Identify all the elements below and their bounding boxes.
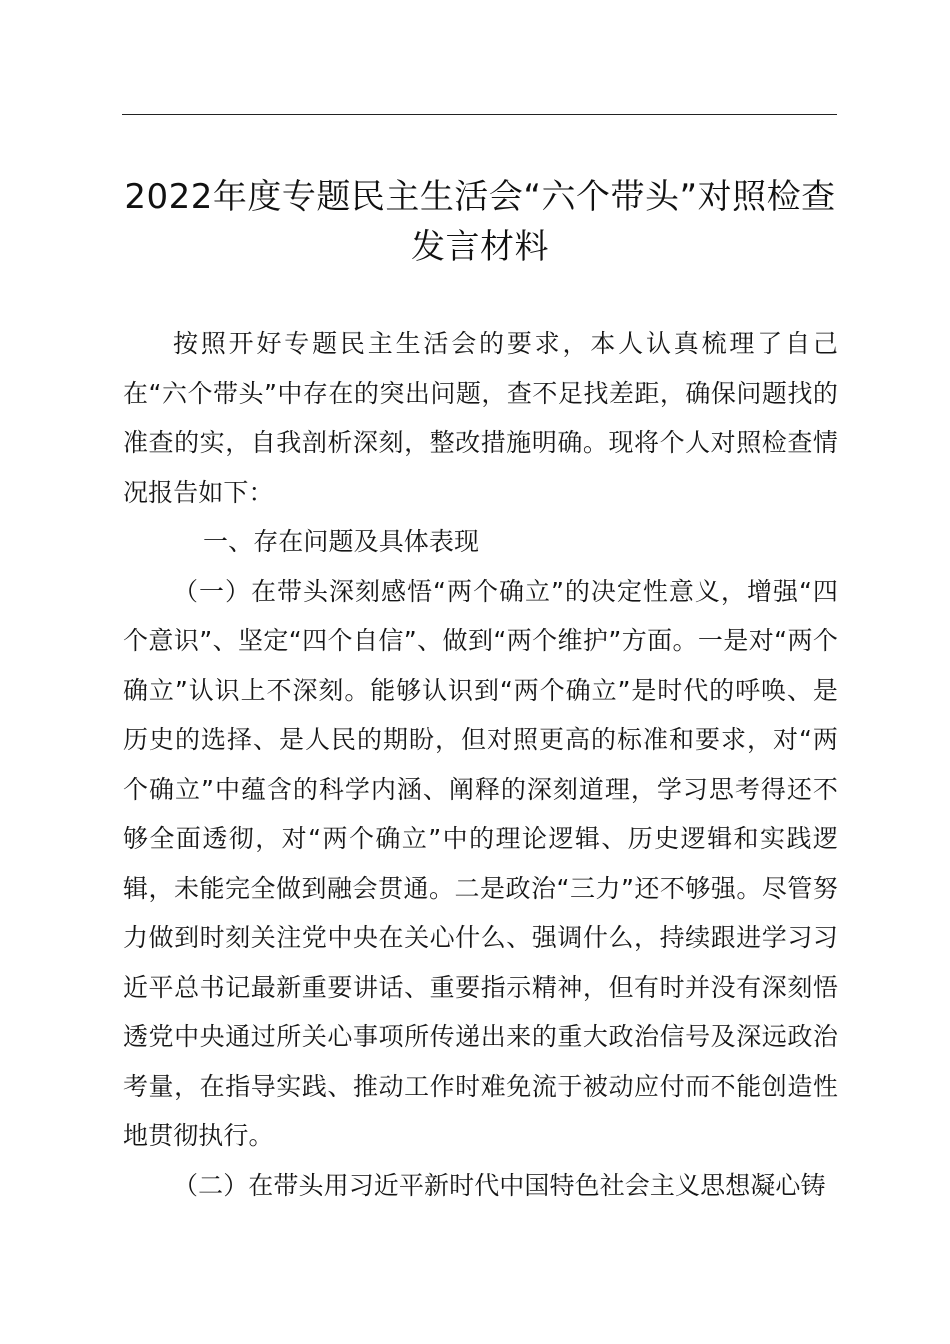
document-body: [123, 319, 838, 1210]
subsection-paragraph-1: （一）在带头深刻感悟“两个确立”的决定性意义，增强“四个意识”、坚定“四个自信”、做到“两个维护”方面。一是对“两个确立”认识上不深刻。能够认识到“两个确立”是时代的呼唤、是历史的选择、是人民的期盼，但对照更高的标准和要求，对“两个确立”中蕴含的科学内涵、阐释的深刻道理，学习思考得还不够全面透彻，对“两个确立”中的理论逻辑、历史逻辑和实践逻辑，未能完全做到融会贯通。二是政治“三力”还不够强。尽管努力做到时刻关注党中央在关心什么、强调什么，持续跟进学习习近平总书记最新重要讲话、重要指示精神，但有时并没有深刻悟透党中央通过所关心事项所传递出来的重大政治信号及深远政治考量，在指导实践、推动工作时难免流于被动应付而不能创造性地贯彻执行。: [123, 576, 838, 1150]
title-line-2: 发言材料: [411, 227, 549, 267]
document-title: [100, 172, 860, 272]
section-heading: 一、存在问题及具体表现: [203, 527, 480, 556]
title-line-1: 2022年度专题民主生活会“六个带头”对照检查: [124, 177, 836, 217]
intro-paragraph: 按照开好专题民主生活会的要求，本人认真梳理了自己在“六个带头”中存在的突出问题，查不足找差距，确保问题找的准查的实，自我剖析深刻，整改措施明确。现将个人对照检查情况报告如下：: [123, 329, 838, 507]
header-rule: [122, 114, 837, 115]
subsection-paragraph-2: （二）在带头用习近平新时代中国特色社会主义思想凝心铸: [173, 1170, 826, 1200]
